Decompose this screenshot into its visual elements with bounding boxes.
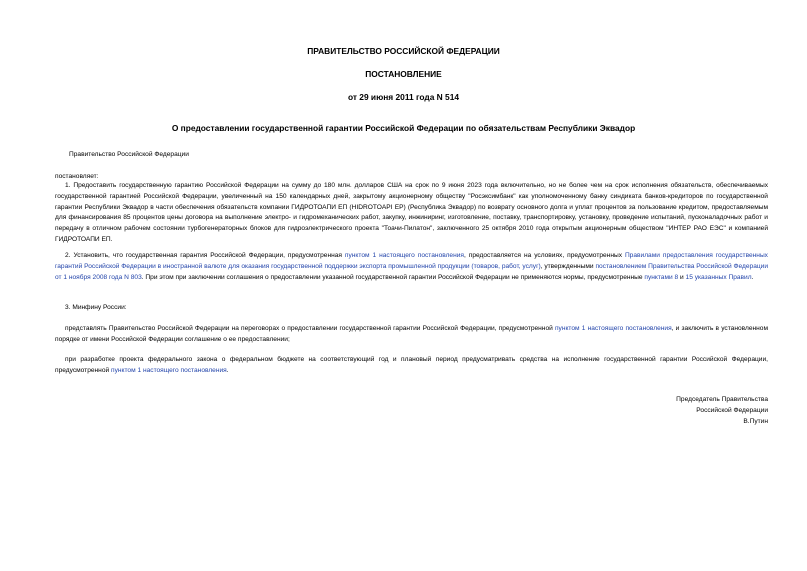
paragraph-2 xyxy=(55,251,768,283)
preamble: Правительство Российской Федерации xyxy=(69,151,189,158)
signature-org: Российской Федерации xyxy=(696,406,768,414)
link-point-8[interactable]: пунктами 8 xyxy=(644,273,679,281)
p2-text-5: и xyxy=(678,273,686,281)
p2-text-2: , предоставляется на условиях, предусмотренных xyxy=(464,252,625,259)
link-resolution-803[interactable]: постановлением Правительства Российской Федерации от 1 ноября 2008 года N 803 xyxy=(55,262,768,281)
header-government: ПРАВИТЕЛЬСТВО РОССИЙСКОЙ ФЕДЕРАЦИИ xyxy=(307,46,500,56)
signature-block xyxy=(500,395,768,427)
signature-title: Председатель Правительства xyxy=(676,396,768,403)
paragraph-3: 3. Минфину России: xyxy=(65,304,127,311)
link-point-1[interactable]: пунктом 1 настоящего постановления xyxy=(111,366,227,374)
p2-text-1: 2. Установить, что государственная гарантия Российской Федерации, предусмотренная xyxy=(65,252,345,259)
p2-text-3: , утвержденными xyxy=(540,262,596,270)
p2-text-4: . При этом при заключении соглашения о предоставлении указанной государственной гарантии Российской Федерации не применяются нормы, предусмотренные xyxy=(141,273,645,281)
paragraph-3b xyxy=(55,355,768,377)
p2-text-6: . xyxy=(751,273,754,281)
p3b-text-2: . xyxy=(226,366,229,374)
link-point-1[interactable]: пунктом 1 настоящего постановления xyxy=(554,325,672,332)
link-point-1[interactable]: пунктом 1 настоящего постановления xyxy=(344,252,464,259)
paragraph-1: 1. Предоставить государственную гарантию Российской Федерации на сумму до 180 млн. долларов США на срок по 9 июня 2023 года включительно, но не более чем на срок исполнения обязательств, обеспечиваемых государственной гарантией Российской Федерации, увеличенный на 150 календарных дней, закрытому акционерному обществу "Росэксимбанк" как уполномоченному банку синдиката банков-кредиторов по государственной гарантии Республики Эквадор в части обеспечения обязательств компании ГИДРОТОАПИ ЕП (HIDROTOAPI EP) (Республика Эквадор) по возврату основного долга и уплат процентов за пользование кредитом, предоставляемым для финансирования 85 процентов цены договора на выполнение электро- и гидромеханических работ, закупку, инжиниринг, изготовление, поставку, транспортировку, установку, проведение испытаний, пусконаладочных работ и передачу в отличном рабочем состоянии турбогенераторных блоков для гидроэлектрического проекта "Тоачи-Пилатон", заключенного 25 октября 2010 года открытым акционерным обществом "ИНТЕР РАО ЕЭС" и компанией ГИДРОТОАПИ ЕП. xyxy=(55,182,768,243)
p3b-text-1: при разработке проекта федерального закона о федеральном бюджете на соответствующий год и плановый период предусматривать средства на исполнение государственной гарантии Российской Федерации, предусмотренной xyxy=(55,356,768,374)
signature-name: В.Путин xyxy=(743,417,768,425)
link-rules[interactable]: Правилами предоставления государственных гарантий Российской Федерации в иностранной валюте для оказания государственной поддержки экспорта промышленной продукции (товаров, работ, услуг) xyxy=(55,252,768,270)
p3a-text-2: , и заключить в установленном порядке от имени Российской Федерации соглашение о ее предоставлении; xyxy=(55,325,768,343)
link-point-15[interactable]: 15 указанных Правил xyxy=(685,273,752,281)
document-title: О предоставлении государственной гарантии Российской Федерации по обязательствам Республики Эквадор xyxy=(171,123,636,133)
header-date-number: от 29 июня 2011 года N 514 xyxy=(347,92,460,102)
paragraph-3a xyxy=(55,324,768,346)
header-doc-type: ПОСТАНОВЛЕНИЕ xyxy=(365,69,442,79)
p3a-text-1: представлять Правительство Российской Федерации на переговорах о предоставлении государственной гарантии Российской Федерации, предусмотренной xyxy=(65,325,555,332)
decides-label: постановляет: xyxy=(55,173,99,180)
